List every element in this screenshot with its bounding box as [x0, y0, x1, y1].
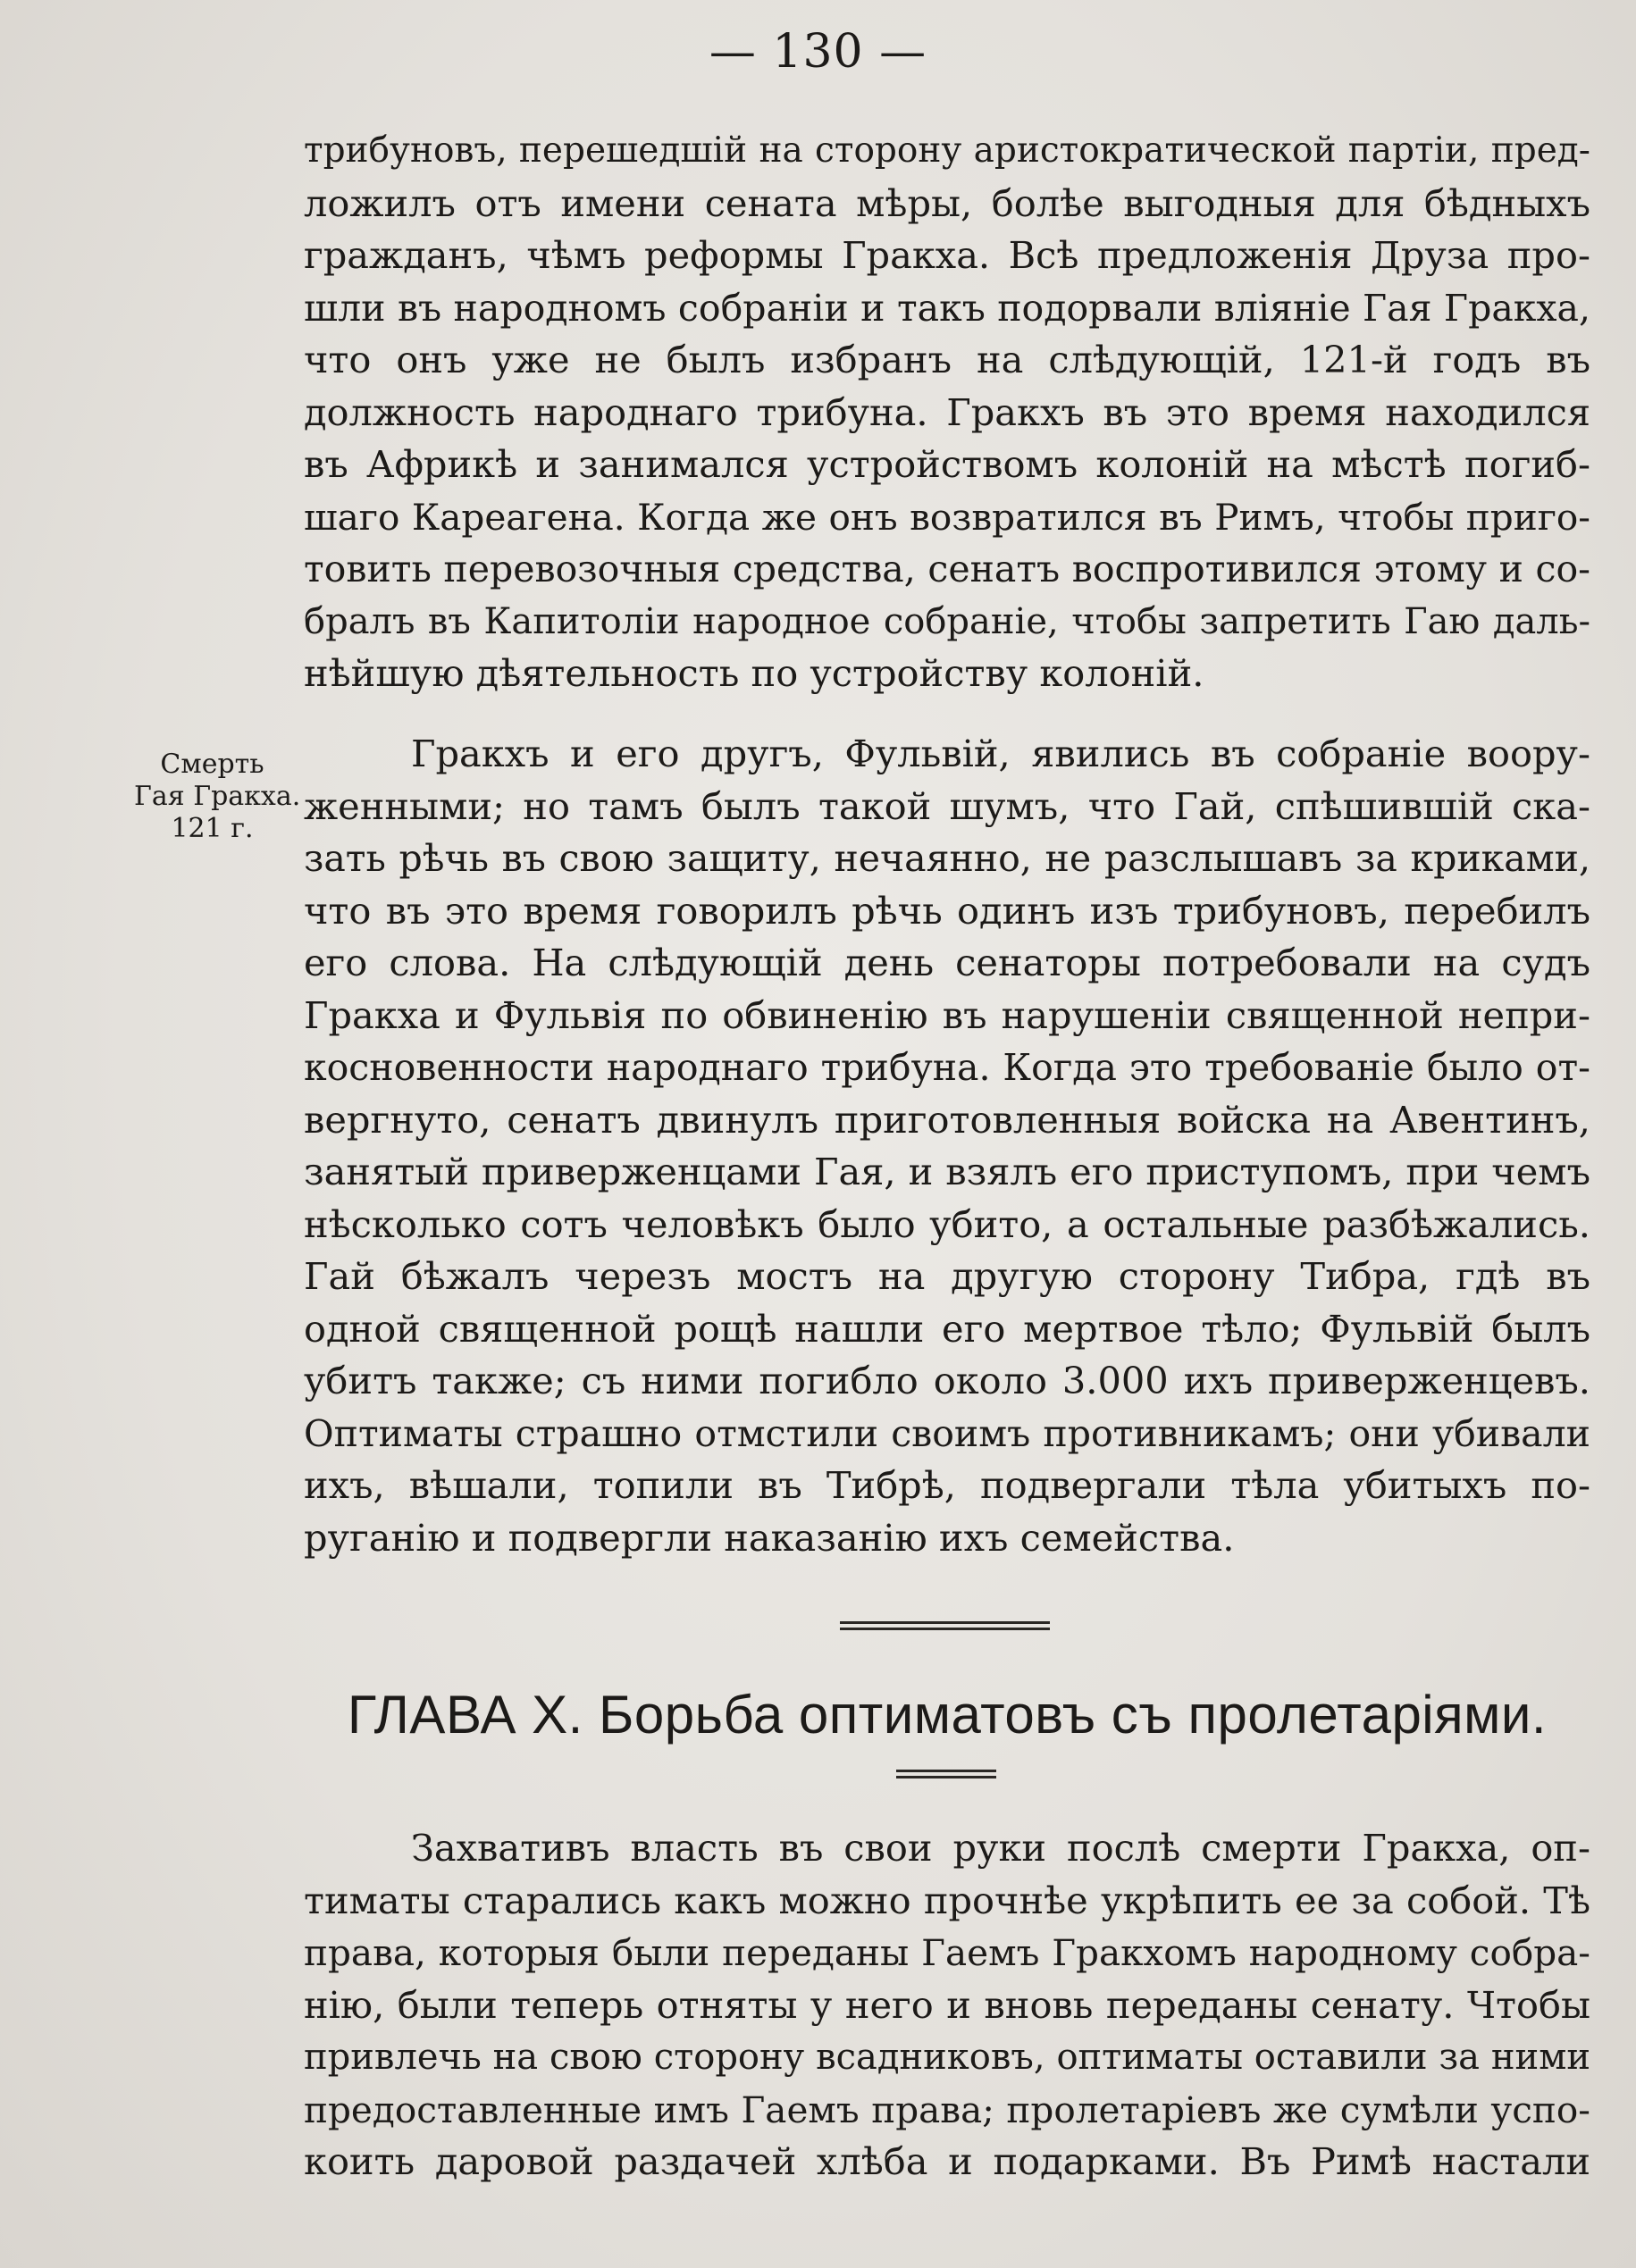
page-number: — 130 — — [709, 25, 927, 79]
text-line: Гракхъ и его другъ, Фульвій, явились въ собраніе воору- — [411, 732, 1590, 775]
text-line: должность народнаго трибуна. Гракхъ въ это время находился — [304, 389, 1590, 434]
margin-note-line: Гая Гракха. — [134, 781, 301, 812]
text-line: предоставленные имъ Гаемъ права; пролетаріевъ же сумѣли успо- — [304, 2088, 1590, 2131]
text-line: гражданъ, чѣмъ реформы Гракха. Всѣ предложенія Друза про- — [304, 233, 1590, 277]
text-line: нѣсколько сотъ человѣкъ было убито, а остальные разбѣжались. — [304, 1201, 1590, 1246]
text-line: руганію и подвергли наказанію ихъ семейства. — [304, 1515, 1235, 1560]
text-line: шаго Кареагена. Когда же онъ возвратился въ Римъ, чтобы приго- — [304, 495, 1590, 539]
text-line: нію, были теперь отняты у него и вновь переданы сенату. Чтобы — [304, 1982, 1590, 2027]
text-line: права, которыя были переданы Гаемъ Гракхомъ народному собра- — [304, 1931, 1590, 1974]
text-line: зать рѣчь въ свою защиту, нечаянно, не разслышавъ за криками, — [304, 837, 1590, 880]
text-line: коить даровой раздачей хлѣба и подарками. Въ Римѣ настали — [304, 2139, 1590, 2183]
text-line: Гай бѣжалъ черезъ мостъ на другую сторону Тибра, гдѣ въ — [304, 1254, 1590, 1298]
text-line: ложилъ отъ имени сената мѣры, болѣе выгодныя для бѣдныхъ — [304, 180, 1590, 225]
text-line: нѣйшую дѣятельность по устройству колоній. — [304, 651, 1204, 695]
paragraph-1 — [304, 125, 1590, 700]
text-line: трибуновъ, перешедшій на сторону аристократической партіи, пред- — [304, 130, 1590, 171]
text-line: Гракха и Фульвія по обвиненію въ нарушеніи священной непри- — [304, 992, 1590, 1037]
paragraph-2 — [304, 728, 1590, 1564]
chapter-title: ГЛАВА X. Борьба оптиматовъ съ пролетаріями. — [347, 1685, 1548, 1745]
text-line: занятый приверженцами Гая, и взялъ его приступомъ, при чемъ — [304, 1150, 1590, 1193]
paragraph-3 — [304, 1822, 1590, 2188]
text-line: въ Африкѣ и занимался устройствомъ колоній на мѣстѣ погиб- — [304, 442, 1590, 486]
text-line: Захвативъ власть въ свои руки послѣ смерти Гракха, оп- — [411, 1826, 1590, 1870]
section-divider — [840, 1621, 1050, 1630]
text-line: косновенности народнаго трибуна. Когда это требованіе было от- — [304, 1046, 1590, 1089]
text-line: вергнуто, сенатъ двинулъ приготовленныя войска на Авентинъ, — [304, 1097, 1590, 1142]
margin-note — [134, 749, 301, 845]
text-line: что онъ уже не былъ избранъ на слѣдующій, 121-й годъ въ — [304, 338, 1590, 381]
text-line: убитъ также; съ ними погибло около 3.000 ихъ приверженцевъ. — [304, 1359, 1590, 1402]
text-line: что въ это время говорилъ рѣчь одинъ изъ трибуновъ, перебилъ — [304, 888, 1590, 933]
text-line: привлечь на свою сторону всадниковъ, оптиматы оставили за ними — [304, 2037, 1590, 2078]
margin-note-line: Смерть — [160, 749, 264, 780]
margin-note-line: 121 г. — [171, 813, 254, 844]
text-line: шли въ народномъ собраніи и такъ подорвали вліяніе Гая Гракха, — [304, 286, 1590, 330]
text-line: бралъ въ Капитоліи народное собраніе, чтобы запретить Гаю даль- — [304, 600, 1590, 642]
text-line: товить перевозочныя средства, сенатъ воспротивился этому и со- — [304, 548, 1590, 590]
text-line: ихъ, вѣшали, топили въ Тибрѣ, подвергали тѣла убитыхъ по- — [304, 1463, 1590, 1507]
text-line: его слова. На слѣдующій день сенаторы потребовали на судъ — [304, 941, 1590, 984]
text-line: женными; но тамъ былъ такой шумъ, что Гай, спѣшившій ска- — [304, 783, 1590, 828]
text-line: тиматы старались какъ можно прочнѣе укрѣпить ее за собой. Тѣ — [304, 1878, 1590, 1922]
text-line: Оптиматы страшно отмстили своимъ противникамъ; они убивали — [304, 1411, 1590, 1455]
title-underline — [896, 1770, 996, 1778]
text-line: одной священной рощѣ нашли его мертвое тѣло; Фульвій былъ — [304, 1306, 1590, 1351]
